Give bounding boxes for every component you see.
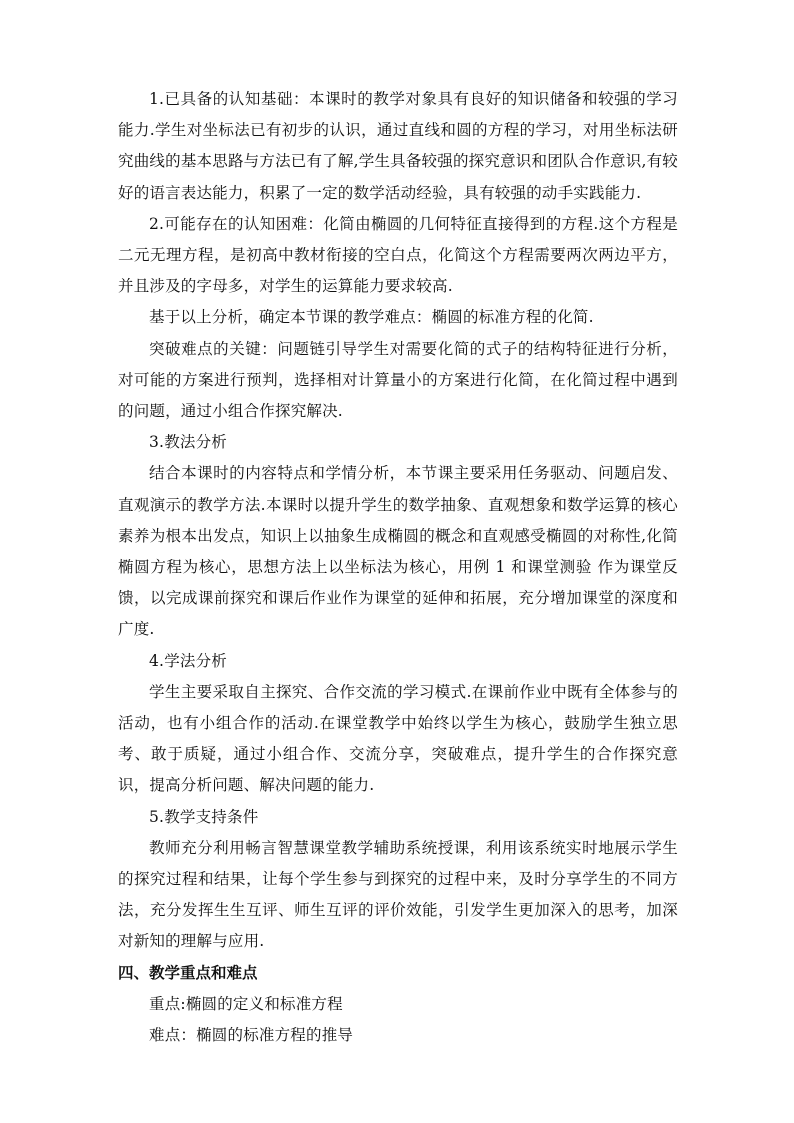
paragraph-breakthrough-key: 突破难点的关键：问题链引导学生对需要化简的式子的结构特征进行分析，对可能的方案进行预判，选择相对计算量小的方案进行化简，在化简过程中遇到的问题，通过小组合作探究解决.	[118, 339, 678, 421]
paragraph-learning-method: 学生主要采取自主探究、合作交流的学习模式.在课前作业中既有全体参与的活动，也有小组合作的活动.在课堂教学中始终以学生为核心，鼓励学生独立思考、敢于质疑，通过小组合作、交流分享，突破难点，提升学生的合作探究意识，提高分析问题、解决问题的能力.	[118, 682, 678, 795]
paragraph-support-conditions: 教师充分利用畅言智慧课堂教学辅助系统授课，利用该系统实时地展示学生的探究过程和结果，让每个学生参与到探究的过程中来，及时分享学生的不同方法，充分发挥生生互评、师生互评的评价效能，引发学生更加深入的思考，加深对新知的理解与应用.	[118, 838, 678, 951]
subheading-teaching-method: 3.教法分析	[149, 433, 227, 452]
subheading-learning-method: 4.学法分析	[149, 651, 227, 670]
key-point: 重点:椭圆的定义和标准方程	[149, 994, 343, 1013]
paragraph-cognitive-basis: 1.已具备的认知基础：本课时的教学对象具有良好的知识储备和较强的学习能力.学生对坐标法已有初步的认识，通过直线和圆的方程的学习，对用坐标法研究曲线的基本思路与方法已有了解,学生具备较强的探究意识和团队合作意识,有较好的语言表达能力，积累了一定的数学活动经验，具有较强的动手实践能力.	[118, 90, 678, 202]
section-heading: 四、教学重点和难点	[118, 963, 258, 982]
paragraph-teaching-method: 结合本课时的内容特点和学情分析，本节课主要采用任务驱动、问题启发、直观演示的教学方法.本课时以提升学生的数学抽象、直观想象和数学运算的核心素养为根本出发点，知识上以抽象生成椭圆的概念和直观感受椭圆的对称性,化简椭圆方程为核心，思想方法上以坐标法为核心，用例 1 和课堂测验 作为课堂反馈，以完成课前探究和课后作业作为课堂的延伸和拓展，充分增加课堂的深度和广度.	[118, 464, 678, 639]
subheading-support-conditions: 5.教学支持条件	[149, 807, 259, 826]
difficult-point: 难点：椭圆的标准方程的推导	[149, 1026, 354, 1045]
paragraph-cognitive-difficulty: 2.可能存在的认知困难：化简由椭圆的几何特征直接得到的方程.这个方程是二元无理方程，是初高中教材衔接的空白点，化简这个方程需要两次两边平方，并且涉及的字母多，对学生的运算能力要求较高.	[118, 214, 678, 296]
document-body	[118, 84, 678, 1051]
paragraph-difficulty-conclusion: 基于以上分析，确定本节课的教学难点：椭圆的标准方程的化简.	[149, 308, 594, 327]
